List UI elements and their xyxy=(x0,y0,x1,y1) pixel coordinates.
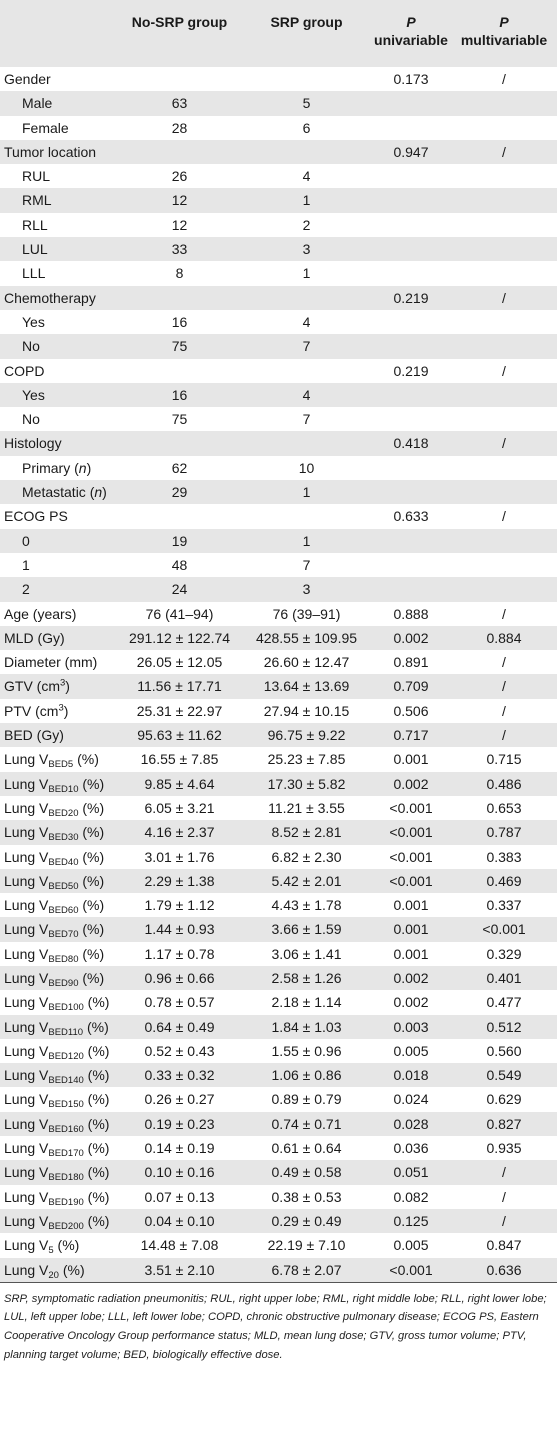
row-label: Lung $V_{BED20}$ (%) xyxy=(4,799,105,819)
row-label: Lung $V_{20}$ (%) xyxy=(4,1261,85,1281)
no-srp-value: 0.78 ± 0.57 xyxy=(144,994,215,1011)
p-univariable-value: 0.005 xyxy=(393,1042,429,1059)
row-label: RUL xyxy=(22,168,51,185)
p-multivariable-value: 0.636 xyxy=(486,1261,522,1278)
p-multivariable-value: 0.512 xyxy=(486,1018,522,1035)
table-row xyxy=(0,1185,557,1209)
p-multivariable-value: 0.401 xyxy=(486,969,522,986)
srp-value: 0.38 ± 0.53 xyxy=(271,1188,342,1205)
table-row xyxy=(0,310,557,334)
srp-value: 1 xyxy=(302,484,311,501)
no-srp-value: 76 (41–94) xyxy=(145,605,214,622)
no-srp-value: 16.55 ± 7.85 xyxy=(140,751,219,768)
row-label: Lung $V_{BED200}$ (%) xyxy=(4,1212,110,1232)
p-univariable-value: 0.633 xyxy=(393,508,429,525)
p-univariable-value: 0.173 xyxy=(393,71,429,87)
p-univariable-value: 0.709 xyxy=(393,678,429,695)
row-label: BED (Gy) xyxy=(4,727,64,744)
row-label: Gender xyxy=(4,71,51,87)
table-body xyxy=(0,67,557,1282)
table-row xyxy=(0,67,557,91)
no-srp-value: 0.64 ± 0.49 xyxy=(144,1018,215,1035)
no-srp-value: 0.07 ± 0.13 xyxy=(144,1188,215,1205)
p-univariable-value: 0.219 xyxy=(393,289,429,306)
row-label: PTV $(cm^3)$ xyxy=(4,702,69,719)
row-label: Lung $V_{BED30}$ (%) xyxy=(4,824,105,844)
table-row xyxy=(0,674,557,698)
row-label: Chemotherapy xyxy=(4,289,96,306)
p-univariable-value: 0.005 xyxy=(393,1237,429,1254)
row-label: Lung $V_{BED180}$ (%) xyxy=(4,1164,110,1184)
row-label: No xyxy=(22,338,40,355)
table-row xyxy=(0,431,557,455)
p-univariable-value: 0.001 xyxy=(393,751,429,768)
table-row xyxy=(0,626,557,650)
srp-value: 2 xyxy=(302,216,311,233)
row-label: Lung $V_{BED70}$ (%) xyxy=(4,921,105,941)
p-univariable-value: 0.219 xyxy=(393,362,429,379)
p-multivariable-value: / xyxy=(502,508,506,525)
row-label: Lung $V_{BED100}$ (%) xyxy=(4,994,110,1014)
p-univariable-value: 0.001 xyxy=(393,945,429,962)
p-univariable-value: 0.947 xyxy=(393,143,429,160)
header-multivariable-label: multivariable xyxy=(460,32,548,48)
row-label: Histology xyxy=(4,435,62,452)
no-srp-value: 63 xyxy=(171,95,188,112)
table-row xyxy=(0,869,557,893)
p-univariable-value: 0.125 xyxy=(393,1212,429,1229)
p-multivariable-value: 0.847 xyxy=(486,1237,522,1254)
table-row xyxy=(0,553,557,577)
row-label: Lung $V_{BED170}$ (%) xyxy=(4,1140,110,1160)
row-label: Yes xyxy=(22,386,45,403)
row-label: Lung $V_{BED10}$ (%) xyxy=(4,775,105,795)
srp-value: 5 xyxy=(302,95,311,112)
no-srp-value: 1.44 ± 0.93 xyxy=(144,921,215,938)
no-srp-value: 9.85 ± 4.64 xyxy=(144,775,215,792)
srp-value: 1.55 ± 0.96 xyxy=(271,1042,342,1059)
p-multivariable-value: 0.560 xyxy=(486,1042,522,1059)
no-srp-value: 3.01 ± 1.76 xyxy=(144,848,215,865)
row-label: Tumor location xyxy=(4,143,97,160)
srp-value: 3 xyxy=(302,241,311,258)
table-row xyxy=(0,747,557,771)
p-multivariable-value: / xyxy=(502,289,506,306)
no-srp-value: 0.14 ± 0.19 xyxy=(144,1140,215,1157)
p-univariable-value: 0.028 xyxy=(393,1115,429,1132)
srp-value: 3.66 ± 1.59 xyxy=(271,921,342,938)
srp-value: 6.78 ± 2.07 xyxy=(271,1261,342,1278)
table-row xyxy=(0,1112,557,1136)
p-multivariable-value: / xyxy=(502,71,506,87)
table-row xyxy=(0,116,557,140)
p-multivariable-value: 0.935 xyxy=(486,1140,522,1157)
table-row xyxy=(0,456,557,480)
p-univariable-value: 0.001 xyxy=(393,897,429,914)
no-srp-value: 1.17 ± 0.78 xyxy=(144,945,215,962)
srp-value: 4 xyxy=(302,313,311,330)
table-row xyxy=(0,699,557,723)
table-row xyxy=(0,820,557,844)
row-label: Lung $V_{BED80}$ (%) xyxy=(4,945,105,965)
no-srp-value: 24 xyxy=(171,581,188,598)
p-multivariable-value: 0.884 xyxy=(486,629,522,646)
header-p-univariable xyxy=(372,13,450,49)
srp-value: 1 xyxy=(302,265,311,282)
no-srp-value: 0.19 ± 0.23 xyxy=(144,1115,215,1132)
p-univariable-value: 0.891 xyxy=(393,654,429,671)
srp-value: 27.94 ± 10.15 xyxy=(263,702,350,719)
p-univariable-value: <0.001 xyxy=(389,872,433,889)
p-univariable-value: 0.018 xyxy=(393,1067,429,1084)
p-multivariable-value: 0.329 xyxy=(486,945,522,962)
p-univariable-value: 0.506 xyxy=(393,702,429,719)
table-row xyxy=(0,480,557,504)
table-row xyxy=(0,261,557,285)
row-label: COPD xyxy=(4,362,45,379)
table-row xyxy=(0,602,557,626)
srp-value: 96.75 ± 9.22 xyxy=(267,727,346,744)
srp-value: 6 xyxy=(302,119,311,136)
no-srp-value: 16 xyxy=(171,386,188,403)
table-row xyxy=(0,990,557,1014)
table-row xyxy=(0,845,557,869)
p-univariable-value: 0.024 xyxy=(393,1091,429,1108)
p-univariable-value: 0.082 xyxy=(393,1188,429,1205)
srp-value: 0.89 ± 0.79 xyxy=(271,1091,342,1108)
p-univariable-value: <0.001 xyxy=(389,848,433,865)
row-label: Lung $V_{BED160}$ (%) xyxy=(4,1115,110,1135)
p-multivariable-value: / xyxy=(502,1188,506,1205)
table-row xyxy=(0,1233,557,1257)
row-label: Yes xyxy=(22,313,45,330)
no-srp-value: 291.12 ± 122.74 xyxy=(128,629,231,646)
p-multivariable-value: / xyxy=(502,362,506,379)
p-multivariable-value: 0.477 xyxy=(486,994,522,1011)
p-multivariable-value: / xyxy=(502,1212,506,1229)
srp-value: 0.61 ± 0.64 xyxy=(271,1140,342,1157)
no-srp-value: 0.96 ± 0.66 xyxy=(144,969,215,986)
srp-value: 8.52 ± 2.81 xyxy=(271,824,342,841)
p-univariable-value: <0.001 xyxy=(389,1261,433,1278)
row-label: RML xyxy=(22,192,52,209)
srp-value: 13.64 ± 13.69 xyxy=(263,678,350,695)
table-row xyxy=(0,359,557,383)
row-label: Lung $V_{BED90}$ (%) xyxy=(4,969,105,989)
p-multivariable-value: / xyxy=(502,702,506,719)
table-row xyxy=(0,213,557,237)
row-label: Lung $V_{BED60}$ (%) xyxy=(4,897,105,917)
p-multivariable-value: / xyxy=(502,727,506,744)
table-row xyxy=(0,407,557,431)
srp-value: 11.21 ± 3.55 xyxy=(268,799,345,816)
no-srp-value: 0.52 ± 0.43 xyxy=(144,1042,215,1059)
p-univariable-value: 0.888 xyxy=(393,605,429,622)
table-row xyxy=(0,504,557,528)
p-multivariable-value: / xyxy=(502,1164,506,1181)
p-univariable-value: 0.001 xyxy=(393,921,429,938)
row-label: Diameter (mm) xyxy=(4,654,98,671)
table-row xyxy=(0,772,557,796)
row-label: Female xyxy=(22,119,69,136)
srp-value: 25.23 ± 7.85 xyxy=(267,751,346,768)
no-srp-value: 2.29 ± 1.38 xyxy=(144,872,215,889)
row-label: MLD (Gy) xyxy=(4,629,65,646)
header-no-srp: No-SRP group xyxy=(131,14,228,30)
row-label: 2 xyxy=(22,581,30,598)
srp-value: 17.30 ± 5.82 xyxy=(267,775,346,792)
no-srp-value: 75 xyxy=(171,338,188,355)
row-label: Lung $V_{BED150}$ (%) xyxy=(4,1091,110,1111)
table-row xyxy=(0,577,557,601)
row-label: RLL xyxy=(22,216,48,233)
row-label: Lung $V_5$ (%) xyxy=(4,1237,80,1257)
row-label: 0 xyxy=(22,532,30,549)
row-label: Lung $V_{BED50}$ (%) xyxy=(4,872,105,892)
no-srp-value: 1.79 ± 1.12 xyxy=(144,897,215,914)
p-multivariable-value: 0.827 xyxy=(486,1115,522,1132)
p-univariable-value: 0.002 xyxy=(393,969,429,986)
p-univariable-value: 0.036 xyxy=(393,1140,429,1157)
no-srp-value: 0.04 ± 0.10 xyxy=(144,1212,215,1229)
p-multivariable-value: 0.653 xyxy=(486,799,522,816)
srp-value: 5.42 ± 2.01 xyxy=(271,872,342,889)
no-srp-value: 0.10 ± 0.16 xyxy=(144,1164,215,1181)
table-row xyxy=(0,917,557,941)
p-multivariable-value: 0.715 xyxy=(486,751,522,768)
p-multivariable-value: / xyxy=(502,605,506,622)
table-row xyxy=(0,286,557,310)
no-srp-value: 14.48 ± 7.08 xyxy=(140,1237,219,1254)
table-row xyxy=(0,893,557,917)
table-row xyxy=(0,966,557,990)
p-multivariable-value: 0.383 xyxy=(486,848,522,865)
row-label: Age (years) xyxy=(4,605,77,622)
no-srp-value: 16 xyxy=(171,313,188,330)
p-multivariable-value: 0.337 xyxy=(486,897,522,914)
srp-value: 7 xyxy=(302,338,311,355)
header-p-multivariable xyxy=(452,13,556,49)
no-srp-value: 26.05 ± 12.05 xyxy=(136,654,223,671)
table-row xyxy=(0,140,557,164)
table-footnote: SRP, symptomatic radiation pneumonitis; RUL, right upper lobe; RML, right middle lobe; RLL, right lower lobe; LUL, left upper lobe; LLL, left lower lobe; COPD, chronic obstructive pulmonary disease; ECOG PS, Eastern Cooperative Oncology Group performance status; MLD, mean lung dose; GTV, gross tumor volume; PTV, planning target volume; BED, biologically effective dose. xyxy=(4,1292,547,1361)
row-label: Lung $V_{BED40}$ (%) xyxy=(4,848,105,868)
no-srp-value: 8 xyxy=(175,265,184,282)
srp-value: 3.06 ± 1.41 xyxy=(271,945,342,962)
srp-value: 4 xyxy=(302,168,311,185)
header-p-symbol: P xyxy=(499,14,509,30)
no-srp-value: 75 xyxy=(171,411,188,428)
no-srp-value: 0.33 ± 0.32 xyxy=(144,1067,215,1084)
srp-value: 4 xyxy=(302,386,311,403)
no-srp-value: 29 xyxy=(171,484,188,501)
srp-value: 7 xyxy=(302,411,311,428)
srp-value: 7 xyxy=(302,556,311,573)
row-label: LLL xyxy=(22,265,46,282)
row-label: 1 xyxy=(22,556,30,573)
table-row xyxy=(0,1039,557,1063)
row-label: Primary (n) xyxy=(22,459,92,476)
p-univariable-value: 0.002 xyxy=(393,775,429,792)
header-srp: SRP group xyxy=(270,14,343,30)
p-multivariable-value: <0.001 xyxy=(482,921,526,938)
p-univariable-value: <0.001 xyxy=(389,799,433,816)
no-srp-value: 0.26 ± 0.27 xyxy=(144,1091,215,1108)
srp-value: 2.18 ± 1.14 xyxy=(271,994,342,1011)
row-label: Male xyxy=(22,95,53,112)
table-row xyxy=(0,723,557,747)
row-label: Lung $V_{BED120}$ (%) xyxy=(4,1042,110,1062)
table-row xyxy=(0,334,557,358)
srp-value: 1.84 ± 1.03 xyxy=(271,1018,342,1035)
table-row xyxy=(0,942,557,966)
p-multivariable-value: 0.469 xyxy=(486,872,522,889)
p-univariable-value: <0.001 xyxy=(389,824,433,841)
srp-value: 6.82 ± 2.30 xyxy=(271,848,342,865)
table-row xyxy=(0,237,557,261)
no-srp-value: 4.16 ± 2.37 xyxy=(144,824,215,841)
table-row xyxy=(0,529,557,553)
no-srp-value: 3.51 ± 2.10 xyxy=(144,1261,215,1278)
table-row xyxy=(0,1258,557,1282)
p-univariable-value: 0.418 xyxy=(393,435,429,452)
srp-value: 1 xyxy=(302,192,311,209)
srp-value: 0.74 ± 0.71 xyxy=(271,1115,342,1132)
table-row xyxy=(0,796,557,820)
srp-value: 428.55 ± 109.95 xyxy=(255,629,358,646)
p-univariable-value: 0.002 xyxy=(393,629,429,646)
table-row xyxy=(0,1015,557,1039)
p-multivariable-value: 0.549 xyxy=(486,1067,522,1084)
srp-value: 2.58 ± 1.26 xyxy=(271,969,342,986)
row-label: No xyxy=(22,411,40,428)
no-srp-value: 26 xyxy=(171,168,188,185)
row-label: Lung $V_{BED110}$ (%) xyxy=(4,1018,109,1038)
table-row xyxy=(0,383,557,407)
no-srp-value: 95.63 ± 11.62 xyxy=(137,727,222,744)
p-univariable-value: 0.003 xyxy=(393,1018,429,1035)
table-row xyxy=(0,1209,557,1233)
p-multivariable-value: / xyxy=(502,435,506,452)
srp-value: 26.60 ± 12.47 xyxy=(263,654,350,671)
no-srp-value: 33 xyxy=(171,241,188,258)
table-row xyxy=(0,650,557,674)
srp-value: 0.29 ± 0.49 xyxy=(271,1212,342,1229)
header-univariable-label: univariable xyxy=(374,32,448,48)
row-label: ECOG PS xyxy=(4,508,68,525)
srp-value: 1.06 ± 0.86 xyxy=(271,1067,342,1084)
srp-value: 0.49 ± 0.58 xyxy=(271,1164,342,1181)
p-multivariable-value: / xyxy=(502,678,506,695)
table-row xyxy=(0,164,557,188)
p-univariable-value: 0.051 xyxy=(393,1164,429,1181)
p-multivariable-value: 0.629 xyxy=(486,1091,522,1108)
no-srp-value: 28 xyxy=(171,119,188,136)
no-srp-value: 12 xyxy=(171,192,188,209)
no-srp-value: 48 xyxy=(171,556,188,573)
table-row xyxy=(0,91,557,115)
p-univariable-value: 0.717 xyxy=(393,727,429,744)
row-label: GTV $(cm^3)$ xyxy=(4,677,70,695)
srp-value: 22.19 ± 7.10 xyxy=(267,1237,346,1254)
row-label: LUL xyxy=(22,241,48,258)
no-srp-value: 19 xyxy=(171,532,188,549)
srp-value: 76 (39–91) xyxy=(272,605,341,622)
table-row xyxy=(0,188,557,212)
row-label: Lung $V_{BED190}$ (%) xyxy=(4,1188,110,1208)
srp-value: 4.43 ± 1.78 xyxy=(271,897,342,914)
header-p-symbol: P xyxy=(406,14,416,30)
table-row xyxy=(0,1063,557,1087)
p-univariable-value: 0.002 xyxy=(393,994,429,1011)
table-row xyxy=(0,1136,557,1160)
p-multivariable-value: 0.787 xyxy=(486,824,522,841)
table-header xyxy=(0,0,557,67)
row-label: Lung $V_{BED5}$ (%) xyxy=(4,751,99,771)
srp-value: 3 xyxy=(302,581,311,598)
p-multivariable-value: / xyxy=(502,654,506,671)
p-multivariable-value: 0.486 xyxy=(486,775,522,792)
no-srp-value: 6.05 ± 3.21 xyxy=(144,799,215,816)
no-srp-value: 62 xyxy=(171,459,188,476)
no-srp-value: 12 xyxy=(171,216,188,233)
srp-value: 1 xyxy=(302,532,311,549)
row-label: Lung $V_{BED140}$ (%) xyxy=(4,1067,110,1087)
no-srp-value: 25.31 ± 22.97 xyxy=(136,702,223,719)
p-multivariable-value: / xyxy=(502,143,506,160)
row-label: Metastatic (n) xyxy=(22,484,107,501)
srp-value: 10 xyxy=(298,459,315,476)
table-row xyxy=(0,1160,557,1184)
table-row xyxy=(0,1087,557,1111)
no-srp-value: 11.56 ± 17.71 xyxy=(137,678,222,695)
